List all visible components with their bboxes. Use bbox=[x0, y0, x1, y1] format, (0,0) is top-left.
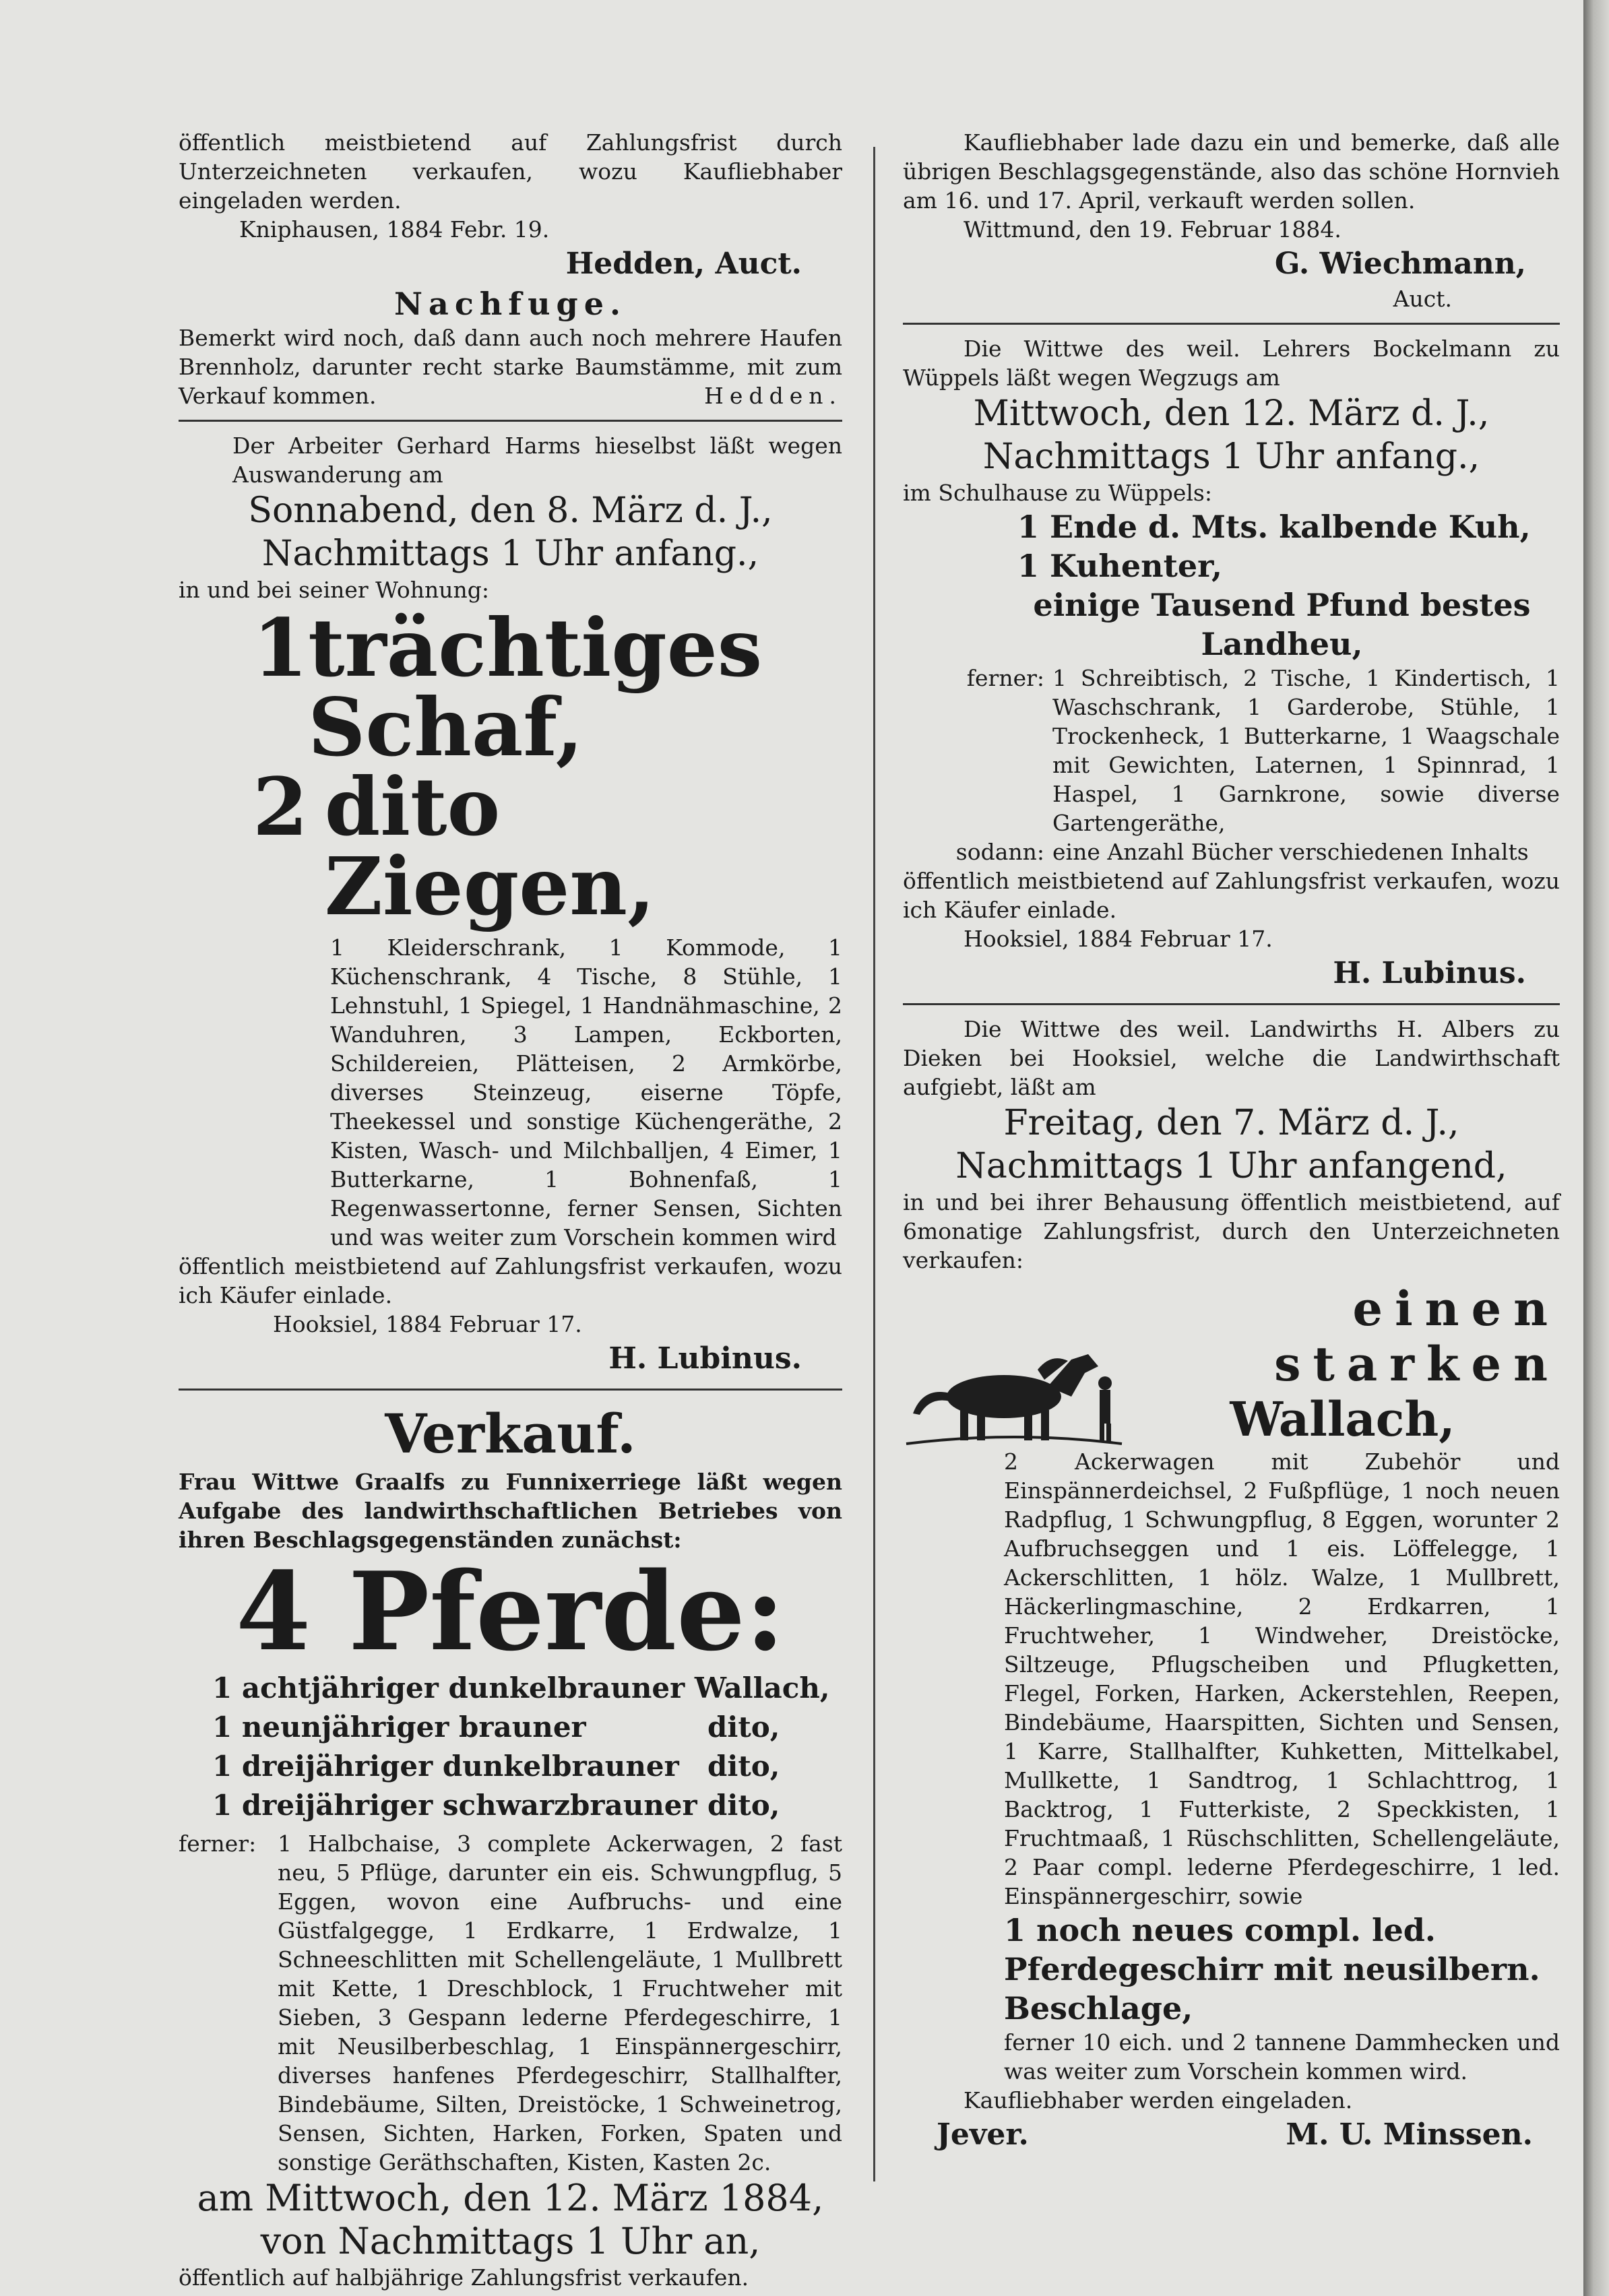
horse-desc: 1 achtjähriger dunkelbrauner Wallach, bbox=[212, 1671, 830, 1704]
place: Jever. bbox=[937, 2117, 1029, 2152]
horse-item bbox=[212, 1786, 842, 1825]
animal-list bbox=[253, 601, 842, 933]
sale-item: einige Tausend Pfund bestes Landheu, bbox=[1033, 587, 1531, 662]
ad-intro: Die Wittwe des weil. Landwirths H. Albers zu Dieken bei Hooksiel, welche die Landwirthschaft aufgiebt, läßt am bbox=[903, 1016, 1560, 1100]
headline-a: einen starken bbox=[1274, 1281, 1560, 1392]
auction-ad-bockelmann bbox=[903, 334, 1560, 994]
animal-count: 2 bbox=[253, 760, 309, 854]
headline: 4 Pferde: bbox=[236, 1548, 785, 1675]
place-date: Wittmund, den 19. Februar 1884. bbox=[964, 216, 1342, 243]
column-rule bbox=[873, 147, 875, 2181]
horse-note: dito, bbox=[707, 1750, 780, 1783]
signature-role: Auct. bbox=[1393, 286, 1452, 312]
sodann-label: sodann: bbox=[955, 839, 1044, 865]
headline-b: Wallach, bbox=[1230, 1391, 1455, 1447]
horse-list bbox=[179, 1669, 842, 1825]
auction-ad-albers bbox=[903, 1015, 1560, 2155]
sale-item: 1 Kuhenter, bbox=[1017, 548, 1223, 584]
special-item: 1 noch neues compl. led. Pferdegeschirr mit neusilbern. Beschlage, bbox=[1004, 1912, 1540, 2027]
divider bbox=[179, 420, 842, 422]
sodann-text: eine Anzahl Bücher verschiedenen Inhalts bbox=[1052, 839, 1529, 865]
ferner-label: ferner: bbox=[179, 1830, 257, 1857]
auction-date: Freitag, den 7. März d. J., bbox=[1003, 1103, 1459, 1143]
place-date: Hooksiel, 1884 Februar 17. bbox=[964, 926, 1273, 952]
ad-intro: Die Wittwe des weil. Lehrers Bockelmann zu Wüppels läßt wegen Wegzugs am bbox=[903, 336, 1560, 391]
auction-ad-kniphausen bbox=[179, 128, 842, 410]
horse-note: dito, bbox=[707, 1711, 780, 1744]
horse-illustration-icon bbox=[903, 1346, 1125, 1447]
auction-location: im Schulhause zu Wüppels: bbox=[903, 480, 1212, 506]
horse-item bbox=[212, 1747, 842, 1786]
auction-location: in und bei seiner Wohnung: bbox=[179, 577, 489, 603]
animal-item bbox=[253, 760, 842, 933]
signature: G. Wiechmann, bbox=[1274, 247, 1526, 281]
ferner-block bbox=[903, 664, 1560, 837]
nachfuge-text: Bemerkt wird noch, daß dann auch noch mehrere Haufen Brennholz, darunter recht starke Baumstämme, mit zum Verkauf kommen. bbox=[179, 325, 842, 409]
sodann-block bbox=[903, 837, 1560, 866]
footer-line bbox=[903, 2115, 1560, 2155]
ad-title: Verkauf. bbox=[385, 1402, 636, 1465]
animal-desc: dito Ziegen, bbox=[324, 760, 656, 933]
auction-date: am Mittwoch, den 12. März 1884, bbox=[197, 2177, 824, 2219]
nachfuge-signature: Hedden. bbox=[704, 383, 842, 409]
signature: M. U. Minssen. bbox=[1286, 2117, 1533, 2152]
auction-ad-wittmund bbox=[903, 128, 1560, 313]
auction-time: Nachmittags 1 Uhr anfangend, bbox=[955, 1146, 1507, 1186]
ferner-block bbox=[179, 1829, 842, 2177]
sale-ad-graalfs bbox=[179, 1400, 842, 2292]
page-edge bbox=[1583, 0, 1609, 2296]
auction-time: Nachmittags 1 Uhr anfang., bbox=[982, 437, 1480, 477]
horse-note: dito, bbox=[707, 1789, 780, 1822]
divider bbox=[903, 1003, 1560, 1005]
ferner-label: ferner: bbox=[966, 665, 1044, 691]
auction-time: Nachmittags 1 Uhr anfang., bbox=[261, 534, 759, 574]
animal-count: 1 bbox=[253, 601, 309, 695]
ferner-text: 1 Schreibtisch, 2 Tische, 1 Kindertisch, 1 Waschschrank, 1 Garderobe, Stühle, 1 Trockenheck, 1 Butterkarne, 1 Waagschale mit Gewichten, Laternen, 1 Spinnrad, 1 Haspel, 1 Garnkrone, sowie diverse Gartengeräthe, bbox=[1052, 665, 1560, 836]
place-date: Hooksiel, 1884 Februar 17. bbox=[273, 1311, 582, 1337]
auction-date: Mittwoch, den 12. März d. J., bbox=[973, 393, 1490, 434]
horse-item bbox=[212, 1708, 842, 1747]
ad-body: öffentlich meistbietend auf Zahlungsfrist durch Unterzeichneten verkaufen, wozu Kaufliebhaber eingeladen werden. bbox=[179, 129, 842, 214]
ad-body: Kaufliebhaber lade dazu ein und bemerke, daß alle übrigen Beschlagsgegenstände, also das schöne Hornvieh am 16. und 17. April, verkauft werden sollen. bbox=[903, 129, 1560, 214]
ad-closing: öffentlich meistbietend auf Zahlungsfrist verkaufen, wozu ich Käufer einlade. bbox=[903, 868, 1560, 923]
horse-desc: 1 dreijähriger schwarzbrauner bbox=[212, 1789, 697, 1822]
signature: H. Lubinus. bbox=[608, 1341, 802, 1376]
right-column bbox=[903, 128, 1560, 2155]
item-list: 2 Ackerwagen mit Zubehör und Einspännerdeichsel, 2 Fußpflüge, 1 noch neuen Radpflug, 1 Schwungpflug, 8 Eggen, worunter 2 Aufbruchseggen und 1 eis. Löffelegge, 1 Ackerschlitten, 1 hölz. Walze, 1 Mullbrett, Häckerlingmaschine, 2 Erdkarren, 1 Fruchtweher, 1 Windweher, Dreistöcke, Siltzeuge, Pflugscheiben und Pflugketten, Flegel, Forken, Harken, Ackerstehlen, Reepen, Bindebäume, Haarspitten, Sichten und Sensen, 1 Karre, Stallhalfter, Kuhketten, Mittelkabel, Mullkette, 1 Sandtrog, 1 Schlachttrog, 1 Backtrog, 1 Futterkiste, 2 Speckkisten, 1 Fruchtmaaß, 1 Rüschschlitten, Schellengeläute, 2 Paar compl. lederne Pferdegeschirre, 1 led. Einspännergeschirr, sowie bbox=[1004, 1448, 1560, 1909]
ad-intro: Der Arbeiter Gerhard Harms hieselbst läßt wegen Auswanderung am bbox=[232, 433, 842, 488]
horse-item bbox=[212, 1669, 842, 1708]
divider bbox=[179, 1389, 842, 1391]
animal-item bbox=[253, 601, 842, 774]
sale-item: 1 Ende d. Mts. kalbende Kuh, bbox=[1017, 509, 1531, 545]
ad-closing: öffentlich auf halbjährige Zahlungsfrist verkaufen. bbox=[179, 2264, 749, 2291]
horse-headline bbox=[903, 1281, 1560, 1447]
nachfuge-title: Nachfuge. bbox=[394, 286, 627, 322]
horse-desc: 1 neunjähriger brauner bbox=[212, 1711, 586, 1744]
signature: H. Lubinus. bbox=[1333, 956, 1526, 990]
headline-text bbox=[1125, 1281, 1560, 1447]
invitation: Kaufliebhaber werden eingeladen. bbox=[964, 2087, 1353, 2113]
sale-terms: in und bei ihrer Behausung öffentlich meistbietend, auf 6monatige Zahlungsfrist, durch den Unterzeichneten verkaufen: bbox=[903, 1189, 1560, 1273]
signature: Hedden, Auct. bbox=[565, 247, 802, 281]
ad-closing: öffentlich meistbietend auf Zahlungsfrist verkaufen, wozu ich Käufer einlade. bbox=[179, 1253, 842, 1308]
ferner-text: 1 Halbchaise, 3 complete Ackerwagen, 2 fast neu, 5 Pflüge, darunter ein eis. Schwungpflug, 5 Eggen, wovon eine Aufbruchs- und eine Güstfalgegge, 1 Erdkarre, 1 Erdwalze, 1 Schneeschlitten mit Schellengeläute, 1 Mullbrett mit Kette, 1 Dreschblock, 1 Fruchtweher mit Sieben, 3 Gespann lederne Pferdegeschirre, 1 mit Neusilberbeschlag, 1 Einspännergeschirr, diverses hanfenes Pferdegeschirr, Stallhalfter, Bindebäume, Silten, Dreistöcke, 1 Schweinetrog, Sensen, Sichten, Harken, Forken, Spaten und sonstige Geräthschaften, Kisten, Kasten 2c. bbox=[278, 1830, 842, 2175]
left-column bbox=[179, 128, 842, 2292]
horse-desc: 1 dreijähriger dunkelbrauner bbox=[212, 1750, 679, 1783]
auction-time: von Nachmittags 1 Uhr an, bbox=[260, 2220, 761, 2262]
place-date: Kniphausen, 1884 Febr. 19. bbox=[239, 216, 550, 243]
animal-desc: trächtiges Schaf, bbox=[308, 601, 763, 774]
auction-ad-harms bbox=[179, 431, 842, 1379]
divider bbox=[903, 323, 1560, 325]
auction-date: Sonnabend, den 8. März d. J., bbox=[248, 490, 773, 531]
ad-intro: Frau Wittwe Graalfs zu Funnixerriege läßt wegen Aufgabe des landwirthschaftlichen Betriebes von ihren Beschlagsgegenständen zunächst: bbox=[179, 1469, 842, 1553]
item-list: 1 Kleiderschrank, 1 Kommode, 1 Küchenschrank, 4 Tische, 8 Stühle, 1 Lehnstuhl, 1 Spiegel, 1 Handnähmaschine, 2 Wanduhren, 3 Lampen, Eckborten, Schildereien, Plätteisen, 2 Armkörbe, diverses Steinzeug, eiserne Töpfe, Theekessel und sonstige Küchengeräthe, 2 Kisten, Wasch- und Milchballjen, 4 Eimer, 1 Butterkarne, 1 Bohnenfaß, 1 Regenwassertonne, ferner Sensen, Sichten und was weiter zum Vorschein kommen wird bbox=[330, 934, 842, 1250]
more-items: ferner 10 eich. und 2 tannene Dammhecken und was weiter zum Vorschein kommen wird. bbox=[1004, 2029, 1560, 2084]
